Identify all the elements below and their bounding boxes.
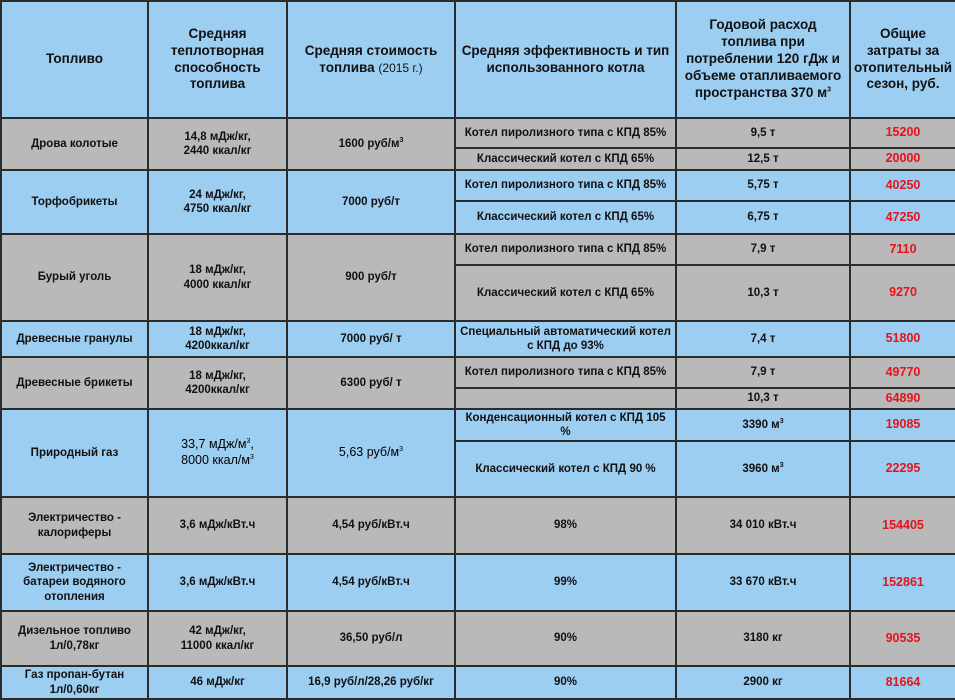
consumption-cell: 7,4 т bbox=[676, 321, 850, 357]
consumption-cell: 34 010 кВт.ч bbox=[676, 497, 850, 554]
heat-cell: 18 мДж/кг, 4200ккал/кг bbox=[148, 321, 287, 357]
price-cell: 36,50 руб/л bbox=[287, 611, 455, 666]
efficiency-cell: 90% bbox=[455, 666, 676, 699]
price-cell: 16,9 руб/л/28,26 руб/кг bbox=[287, 666, 455, 699]
consumption-cell: 10,3 т bbox=[676, 388, 850, 409]
heat-cell: 18 мДж/кг, 4200ккал/кг bbox=[148, 357, 287, 409]
total-cost-cell: 7110 bbox=[850, 234, 955, 265]
efficiency-cell: 98% bbox=[455, 497, 676, 554]
consumption-cell: 12,5 т bbox=[676, 148, 850, 170]
consumption-cell: 5,75 т bbox=[676, 170, 850, 201]
consumption-cell: 6,75 т bbox=[676, 201, 850, 234]
total-cost-cell: 15200 bbox=[850, 118, 955, 148]
total-cost-cell: 90535 bbox=[850, 611, 955, 666]
total-cost-cell: 51800 bbox=[850, 321, 955, 357]
table-row bbox=[1, 170, 955, 201]
price-cell: 6300 руб/ т bbox=[287, 357, 455, 409]
total-cost-cell: 47250 bbox=[850, 201, 955, 234]
total-cost-cell: 81664 bbox=[850, 666, 955, 699]
table-row bbox=[1, 554, 955, 611]
efficiency-cell: Котел пиролизного типа с КПД 85% bbox=[455, 118, 676, 148]
fuel-cell: Природный газ bbox=[1, 409, 148, 497]
total-cost-cell: 40250 bbox=[850, 170, 955, 201]
price-cell: 4,54 руб/кВт.ч bbox=[287, 497, 455, 554]
header-efficiency: Средняя эффективность и тип использованного котла bbox=[455, 1, 676, 118]
consumption-cell: 3180 кг bbox=[676, 611, 850, 666]
efficiency-cell: 90% bbox=[455, 611, 676, 666]
price-cell: 4,54 руб/кВт.ч bbox=[287, 554, 455, 611]
fuel-cell: Дрова колотые bbox=[1, 118, 148, 170]
fuel-cell: Газ пропан-бутан 1л/0,60кг bbox=[1, 666, 148, 699]
price-cell: 7000 руб/т bbox=[287, 170, 455, 234]
header-row bbox=[1, 1, 955, 118]
fuel-cell: Торфобрикеты bbox=[1, 170, 148, 234]
price-cell: 5,63 руб/$м^3$ bbox=[287, 409, 455, 497]
header-heat: Средняя теплотворная способность топлива bbox=[148, 1, 287, 118]
efficiency-cell: Котел пиролизного типа с КПД 85% bbox=[455, 234, 676, 265]
consumption-cell: 7,9 т bbox=[676, 234, 850, 265]
header-fuel: Топливо bbox=[1, 1, 148, 118]
total-cost-cell: 152861 bbox=[850, 554, 955, 611]
total-cost-cell: 64890 bbox=[850, 388, 955, 409]
consumption-cell: 9,5 т bbox=[676, 118, 850, 148]
header-consumption: Годовой расход топлива при потреблении 120 гДж и объеме отапливаемого пространства 370 $м^3$ bbox=[676, 1, 850, 118]
price-cell: 900 руб/т bbox=[287, 234, 455, 321]
total-cost-cell: 19085 bbox=[850, 409, 955, 441]
total-cost-cell: 49770 bbox=[850, 357, 955, 388]
total-cost-cell: 9270 bbox=[850, 265, 955, 321]
price-cell: 1600 руб/$м^3$ bbox=[287, 118, 455, 170]
heat-cell: 33,7 мДж/$м^3$, 8000 ккал/$м^3$ bbox=[148, 409, 287, 497]
efficiency-cell: Классический котел с КПД 90 % bbox=[455, 441, 676, 497]
header-price: Средняя стоимость топлива (2015 г.) bbox=[287, 1, 455, 118]
table-row bbox=[1, 666, 955, 699]
price-cell: 7000 руб/ т bbox=[287, 321, 455, 357]
total-cost-cell: 154405 bbox=[850, 497, 955, 554]
table-row bbox=[1, 409, 955, 441]
table-row bbox=[1, 118, 955, 148]
heat-cell: 3,6 мДж/кВт.ч bbox=[148, 497, 287, 554]
consumption-cell: 7,9 т bbox=[676, 357, 850, 388]
table-row bbox=[1, 497, 955, 554]
fuel-cell: Древесные брикеты bbox=[1, 357, 148, 409]
efficiency-cell: Котел пиролизного типа с КПД 85% bbox=[455, 357, 676, 388]
fuel-cell: Дизельное топливо 1л/0,78кг bbox=[1, 611, 148, 666]
efficiency-cell: Классический котел с КПД 65% bbox=[455, 148, 676, 170]
total-cost-cell: 22295 bbox=[850, 441, 955, 497]
table-row bbox=[1, 321, 955, 357]
efficiency-cell: Классический котел с КПД 65% bbox=[455, 265, 676, 321]
heat-cell: 46 мДж/кг bbox=[148, 666, 287, 699]
consumption-cell: 33 670 кВт.ч bbox=[676, 554, 850, 611]
fuel-cell: Электричество - калориферы bbox=[1, 497, 148, 554]
consumption-cell: 2900 кг bbox=[676, 666, 850, 699]
heat-cell: 42 мДж/кг, 11000 ккал/кг bbox=[148, 611, 287, 666]
heat-cell: 18 мДж/кг, 4000 ккал/кг bbox=[148, 234, 287, 321]
table-row bbox=[1, 611, 955, 666]
consumption-cell: 3390 $м^3$ bbox=[676, 409, 850, 441]
consumption-cell: 3960 $м^3$ bbox=[676, 441, 850, 497]
header-total: Общие затраты за отопительный сезон, руб. bbox=[850, 1, 955, 118]
total-cost-cell: 20000 bbox=[850, 148, 955, 170]
consumption-cell: 10,3 т bbox=[676, 265, 850, 321]
efficiency-cell: Специальный автоматический котел с КПД до 93% bbox=[455, 321, 676, 357]
fuel-cell: Бурый уголь bbox=[1, 234, 148, 321]
efficiency-cell: 99% bbox=[455, 554, 676, 611]
table-row bbox=[1, 234, 955, 265]
table-row bbox=[1, 357, 955, 388]
fuel-cell: Электричество - батареи водяного отопления bbox=[1, 554, 148, 611]
efficiency-cell: Котел пиролизного типа с КПД 85% bbox=[455, 170, 676, 201]
fuel-cell: Древесные гранулы bbox=[1, 321, 148, 357]
efficiency-cell: Конденсационный котел с КПД 105 % bbox=[455, 409, 676, 441]
efficiency-cell: Классический котел с КПД 65% bbox=[455, 201, 676, 234]
heat-cell: 3,6 мДж/кВт.ч bbox=[148, 554, 287, 611]
heat-cell: 14,8 мДж/кг, 2440 ккал/кг bbox=[148, 118, 287, 170]
efficiency-cell bbox=[455, 388, 676, 409]
heat-cell: 24 мДж/кг, 4750 ккал/кг bbox=[148, 170, 287, 234]
